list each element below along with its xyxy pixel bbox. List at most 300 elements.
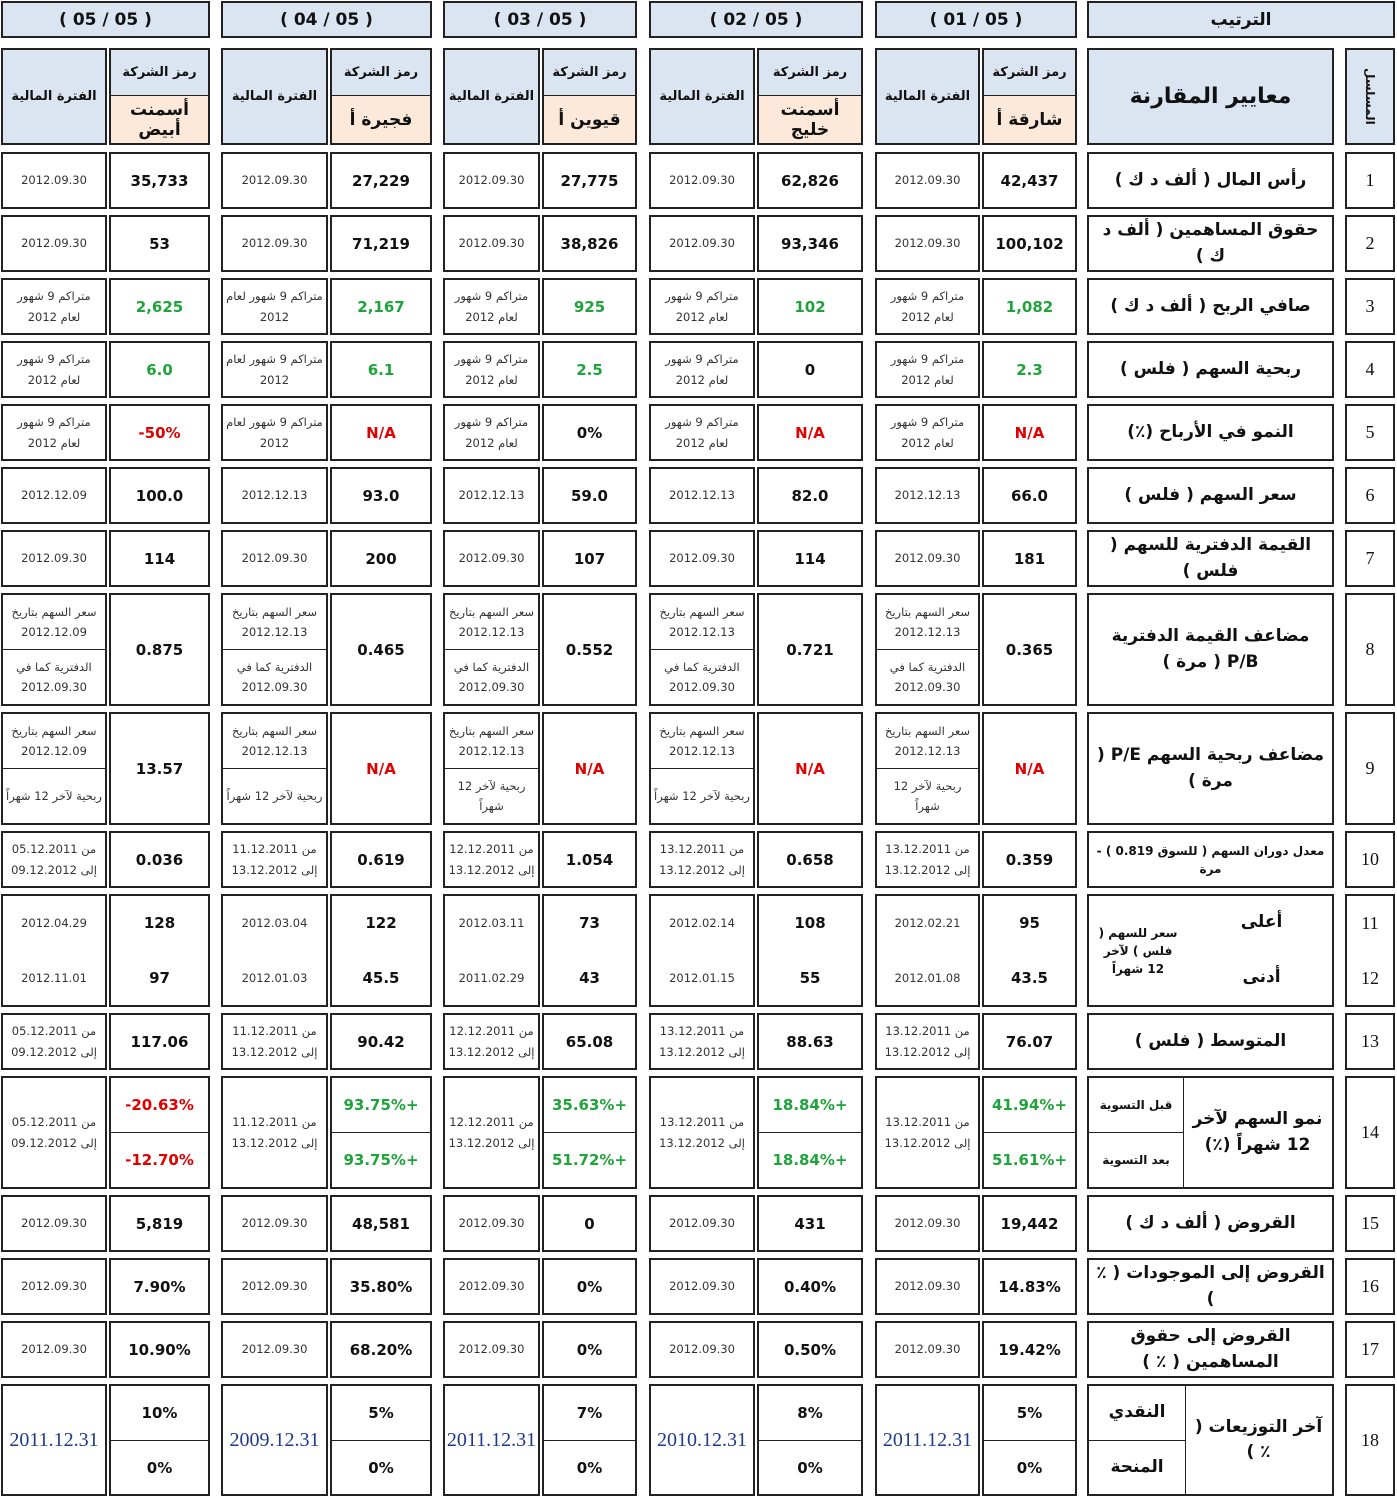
value-r14-after: 51.61%+ [991, 1151, 1068, 1169]
value-r8: 0.721 [786, 640, 834, 659]
period-r18: 2011.12.31 [9, 1428, 99, 1451]
value-r12: 45.5 [362, 969, 400, 987]
value-cell [757, 467, 863, 524]
period-r16: 2012.09.30 [669, 1279, 735, 1294]
value-cell [982, 1321, 1077, 1378]
value-r14-after: -12.70% [125, 1151, 194, 1169]
value-r15: 5,819 [135, 1214, 184, 1233]
company-name: شارقة أ [984, 96, 1075, 143]
criteria-r14-after: بعد التسوية [1102, 1153, 1170, 1167]
cell-divider [1183, 1078, 1184, 1187]
value-cell [757, 1013, 863, 1070]
period-r1: 2012.09.30 [241, 173, 308, 188]
period-r17: 2012.09.30 [669, 1342, 735, 1357]
value-cell [109, 1195, 210, 1252]
period-cell [221, 894, 328, 1007]
value-r1: 62,826 [781, 171, 839, 190]
value-r8: 0.465 [357, 640, 405, 659]
value-cell [109, 593, 210, 706]
value-cell [542, 215, 637, 272]
period-r16: 2012.09.30 [894, 1279, 961, 1294]
period-r17: 2012.09.30 [241, 1342, 308, 1357]
period-r16: 2012.09.30 [241, 1279, 308, 1294]
period-cell [221, 1195, 328, 1252]
symbol-label: رمز الشركة [772, 65, 848, 80]
period-cell [649, 1384, 755, 1496]
period-cell [1, 894, 107, 1007]
company-name: قيوين أ [544, 96, 635, 143]
criteria-cell [1087, 278, 1334, 335]
period-cell [875, 1258, 980, 1315]
value-r11: 128 [143, 914, 176, 932]
period-r3: متراكم 9 شهور لعام 2012 [454, 289, 529, 324]
period-r6: 2012.12.13 [458, 488, 525, 503]
symbol-label: رمز الشركة [343, 65, 419, 80]
seq-number: 11 [1361, 912, 1379, 933]
value-r18-bonus: 0% [368, 1458, 394, 1477]
seq-cell [1345, 831, 1395, 888]
period-header [1, 48, 107, 145]
value-cell [982, 404, 1077, 461]
period-cell [1, 215, 107, 272]
value-cell [757, 1384, 863, 1496]
criteria-r3: صافي الربح ( ألف د ك ) [1110, 295, 1311, 316]
period-r14: من 13.12.2011 إلى 13.12.2012 [659, 1115, 745, 1150]
value-cell [982, 1384, 1077, 1496]
period-cell [875, 1013, 980, 1070]
period-r15: 2012.09.30 [669, 1216, 735, 1231]
value-r16: 0% [576, 1277, 603, 1296]
value-cell [330, 894, 432, 1007]
value-cell [542, 278, 637, 335]
seq-cell [1345, 215, 1395, 272]
period-r7: 2012.09.30 [21, 551, 87, 566]
value-r17: 10.90% [128, 1340, 191, 1359]
value-cell [330, 1076, 432, 1189]
seq-number: 10 [1361, 849, 1379, 869]
value-r14-before: 35.63%+ [551, 1096, 628, 1114]
value-r2: 38,826 [560, 234, 619, 253]
value-cell [330, 1384, 432, 1496]
value-cell [330, 341, 432, 398]
value-r11: 108 [794, 914, 826, 932]
period-cell [221, 712, 328, 825]
period-cell [443, 1258, 540, 1315]
period-r13: من 13.12.2011 إلى 13.12.2012 [659, 1024, 745, 1059]
period-r8-top: سعر السهم بتاريخ 2012.12.13 [231, 604, 318, 639]
period-r11: 2012.04.29 [21, 915, 87, 930]
criteria-cell [1087, 404, 1334, 461]
value-r6: 66.0 [1010, 486, 1048, 505]
seq-cell [1345, 1195, 1395, 1252]
value-r18-bonus: 0% [797, 1458, 823, 1477]
value-r13: 90.42 [357, 1032, 405, 1051]
seq-cell [1345, 530, 1395, 587]
period-r5: متراكم 9 شهور لعام 2012 [890, 415, 965, 450]
period-cell [443, 215, 540, 272]
period-cell [443, 712, 540, 825]
criteria-cell [1087, 1384, 1334, 1496]
criteria-cell [1087, 467, 1334, 524]
period-cell [1, 467, 107, 524]
period-label: الفترة المالية [231, 89, 318, 104]
period-r9-bottom: ربحية لآخر 12 شهراً [893, 778, 962, 813]
criteria-cell [1087, 1013, 1334, 1070]
period-cell [221, 278, 328, 335]
period-cell [875, 278, 980, 335]
period-cell [875, 894, 980, 1007]
value-r18-bonus: 0% [146, 1458, 173, 1477]
period-r9-top: سعر السهم بتاريخ 2012.12.13 [884, 723, 971, 758]
period-r9-bottom: ربحية لآخر 12 شهراً [654, 788, 750, 803]
value-r4: 2.5 [576, 360, 603, 379]
value-cell [109, 1258, 210, 1315]
value-cell [542, 467, 637, 524]
period-cell [649, 467, 755, 524]
period-r5: متراكم 9 شهور لعام 2012 [17, 415, 91, 450]
seq-cell [1345, 894, 1395, 1007]
value-cell [757, 404, 863, 461]
period-r4: متراكم 9 شهور لعام 2012 [665, 352, 739, 387]
period-r10: من 13.12.2011 إلى 13.12.2012 [884, 842, 971, 877]
value-cell [542, 1195, 637, 1252]
period-r11: 2012.03.04 [241, 915, 308, 930]
seq-number: 4 [1365, 359, 1375, 379]
period-r13: من 05.12.2011 إلى 09.12.2012 [11, 1024, 97, 1059]
value-r16: 7.90% [133, 1277, 186, 1296]
seq-cell [1345, 152, 1395, 209]
value-r15: 48,581 [352, 1214, 410, 1233]
value-r8: 0.365 [1005, 640, 1054, 659]
period-cell [221, 215, 328, 272]
value-r5: N/A [1014, 423, 1045, 442]
value-r3: 1,082 [1005, 297, 1054, 316]
value-r7: 114 [143, 549, 176, 568]
period-r12: 2012.01.15 [669, 970, 735, 985]
value-r12: 55 [799, 969, 821, 987]
value-r16: 35.80% [349, 1277, 413, 1296]
period-cell [1, 712, 107, 825]
value-r12: 97 [149, 969, 170, 987]
value-r14-before: -20.63% [125, 1096, 194, 1114]
value-cell [109, 1013, 210, 1070]
period-r8-bottom: الدفترية كما في 2012.09.30 [889, 659, 966, 694]
criteria-r1: رأس المال ( ألف د ك ) [1114, 169, 1307, 190]
value-r1: 35,733 [130, 171, 189, 190]
criteria-r13: المتوسط ( فلس ) [1134, 1030, 1287, 1051]
value-cell [982, 1195, 1077, 1252]
period-r8-top: سعر السهم بتاريخ 2012.12.13 [884, 604, 971, 639]
period-r9-bottom: ربحية لآخر 12 شهراً [457, 778, 526, 813]
value-r18-cash: 5% [368, 1404, 394, 1422]
period-cell [1, 1076, 107, 1189]
criteria-r15: القروض ( ألف د ك ) [1125, 1212, 1296, 1233]
period-cell [443, 341, 540, 398]
value-r14-after: 18.84%+ [772, 1151, 848, 1169]
period-r8-bottom: الدفترية كما في 2012.09.30 [16, 659, 92, 694]
period-cell [875, 404, 980, 461]
rank-value: ( 03 / 05 ) [493, 10, 587, 30]
value-cell [330, 1195, 432, 1252]
criteria-cell [1087, 215, 1334, 272]
period-cell [1, 341, 107, 398]
period-cell [649, 1321, 755, 1378]
period-cell [221, 341, 328, 398]
value-r6: 82.0 [791, 486, 829, 505]
period-cell [443, 1384, 540, 1496]
company-name: أسمنت أبيض [111, 96, 208, 143]
period-cell [649, 593, 755, 706]
value-cell [542, 404, 637, 461]
period-cell [1, 404, 107, 461]
period-r1: 2012.09.30 [21, 173, 87, 188]
value-r17: 68.20% [349, 1340, 413, 1359]
criteria-cell [1087, 894, 1334, 1007]
period-r2: 2012.09.30 [21, 236, 87, 251]
value-cell [330, 152, 432, 209]
period-cell [649, 152, 755, 209]
value-cell [109, 894, 210, 1007]
period-r11: 2012.03.11 [458, 915, 525, 930]
value-r18-cash: 7% [576, 1404, 603, 1422]
seq-number: 17 [1361, 1339, 1379, 1359]
value-r7: 181 [1013, 549, 1046, 568]
period-r2: 2012.09.30 [894, 236, 961, 251]
period-r3: متراكم 9 شهور لعام 2012 [890, 289, 965, 324]
value-r14-before: 18.84%+ [772, 1096, 848, 1114]
period-r13: من 12.12.2011 إلى 13.12.2012 [448, 1024, 535, 1059]
seq-cell [1345, 341, 1395, 398]
criteria-r18-bonus: المنحة [1110, 1456, 1164, 1477]
period-r8-top: سعر السهم بتاريخ 2012.12.13 [448, 604, 535, 639]
value-cell [757, 1076, 863, 1189]
period-cell [443, 1321, 540, 1378]
period-r14: من 05.12.2011 إلى 09.12.2012 [11, 1115, 97, 1150]
period-cell [875, 593, 980, 706]
value-cell [109, 341, 210, 398]
value-cell [757, 341, 863, 398]
value-cell [109, 1076, 210, 1189]
period-r3: متراكم 9 شهور لعام 2012 [226, 289, 323, 324]
period-cell [875, 712, 980, 825]
value-r15: 431 [794, 1214, 826, 1233]
period-r10: من 11.12.2011 إلى 13.12.2012 [231, 842, 318, 877]
value-cell [757, 530, 863, 587]
value-cell [757, 152, 863, 209]
rank-header [1087, 1, 1395, 38]
period-r13: من 13.12.2011 إلى 13.12.2012 [884, 1024, 971, 1059]
value-r10: 1.054 [565, 850, 614, 869]
value-cell [109, 712, 210, 825]
value-cell [982, 593, 1077, 706]
value-cell [982, 831, 1077, 888]
value-r10: 0.036 [135, 850, 184, 869]
value-r4: 2.3 [1016, 360, 1043, 379]
period-r17: 2012.09.30 [458, 1342, 525, 1357]
value-cell [542, 831, 637, 888]
period-cell [649, 1258, 755, 1315]
value-cell [982, 1013, 1077, 1070]
period-r4: متراكم 9 شهور لعام 2012 [17, 352, 91, 387]
criteria-cell [1087, 152, 1334, 209]
period-header [649, 48, 755, 145]
period-r4: متراكم 9 شهور لعام 2012 [226, 352, 323, 387]
symbol-label: رمز الشركة [992, 65, 1067, 80]
period-cell [875, 467, 980, 524]
period-cell [221, 1321, 328, 1378]
company-header [330, 48, 432, 145]
value-r4: 6.0 [146, 360, 173, 379]
rank-cell [1, 1, 210, 38]
period-cell [443, 1076, 540, 1189]
period-cell [1, 831, 107, 888]
value-r11: 73 [579, 914, 600, 932]
criteria-cell [1087, 1321, 1334, 1378]
period-cell [443, 894, 540, 1007]
company-name: فجيرة أ [332, 96, 430, 143]
value-r17: 0% [576, 1340, 603, 1359]
value-r12: 43.5 [1010, 969, 1048, 987]
value-r18-cash: 8% [797, 1404, 823, 1422]
period-r12: 2012.01.03 [241, 970, 308, 985]
criteria-r14-before: قبل التسوية [1099, 1098, 1173, 1112]
period-r4: متراكم 9 شهور لعام 2012 [454, 352, 529, 387]
period-cell [875, 1384, 980, 1496]
period-r15: 2012.09.30 [894, 1216, 961, 1231]
period-r10: من 05.12.2011 إلى 09.12.2012 [11, 842, 97, 877]
period-cell [649, 712, 755, 825]
value-cell [330, 831, 432, 888]
company-header [757, 48, 863, 145]
value-cell [330, 215, 432, 272]
value-cell [109, 404, 210, 461]
symbol-label: رمز الشركة [552, 65, 627, 80]
value-cell [542, 152, 637, 209]
period-cell [875, 1195, 980, 1252]
value-cell [757, 593, 863, 706]
value-r2: 71,219 [352, 234, 410, 253]
period-cell [443, 467, 540, 524]
value-cell [330, 404, 432, 461]
seq-label: المسلسل [1363, 68, 1377, 125]
value-cell [109, 1321, 210, 1378]
period-r18: 2010.12.31 [657, 1428, 747, 1451]
value-r18-cash: 5% [1016, 1404, 1043, 1422]
value-cell [757, 215, 863, 272]
company-header [982, 48, 1077, 145]
value-r18-cash: 10% [141, 1404, 178, 1422]
value-r3: 2,167 [357, 297, 405, 316]
period-r1: 2012.09.30 [458, 173, 525, 188]
value-r14-after: 93.75%+ [343, 1151, 419, 1169]
period-r17: 2012.09.30 [894, 1342, 961, 1357]
value-r13: 76.07 [1005, 1032, 1054, 1051]
company-header [542, 48, 637, 145]
value-cell [982, 467, 1077, 524]
value-cell [982, 215, 1077, 272]
value-cell [982, 894, 1077, 1007]
period-r3: متراكم 9 شهور لعام 2012 [17, 289, 91, 324]
rank-value: ( 05 / 05 ) [59, 10, 152, 30]
period-r15: 2012.09.30 [21, 1216, 87, 1231]
period-cell [649, 1195, 755, 1252]
value-cell [757, 712, 863, 825]
rank-value: ( 01 / 05 ) [929, 10, 1023, 30]
seq-cell [1345, 1321, 1395, 1378]
seq-cell [1345, 404, 1395, 461]
period-r8-top: سعر السهم بتاريخ 2012.12.13 [659, 604, 745, 639]
value-cell [982, 341, 1077, 398]
period-r18: 2011.12.31 [882, 1428, 973, 1451]
value-r7: 107 [573, 549, 606, 568]
period-r10: من 12.12.2011 إلى 13.12.2012 [448, 842, 535, 877]
period-cell [649, 341, 755, 398]
period-header [221, 48, 328, 145]
value-r14-before: 93.75%+ [343, 1096, 419, 1114]
seq-number: 13 [1361, 1031, 1379, 1051]
period-cell [875, 341, 980, 398]
value-r18-bonus: 0% [576, 1458, 603, 1477]
criteria-r5: النمو في الأرباح (٪) [1127, 421, 1294, 442]
period-label: الفترة المالية [448, 89, 535, 104]
seq-cell [1345, 1384, 1395, 1496]
period-cell [443, 1013, 540, 1070]
period-r8-bottom: الدفترية كما في 2012.09.30 [236, 659, 313, 694]
value-cell [757, 831, 863, 888]
period-cell [875, 215, 980, 272]
criteria-cell [1087, 712, 1334, 825]
period-cell [221, 1076, 328, 1189]
seq-header [1345, 48, 1395, 145]
seq-number: 1 [1365, 170, 1375, 190]
period-cell [443, 831, 540, 888]
criteria-r2: حقوق المساهمين ( ألف د ك ) [1102, 220, 1319, 266]
period-label: الفترة المالية [884, 89, 971, 104]
period-cell [875, 831, 980, 888]
period-r6: 2012.12.13 [669, 488, 735, 503]
value-cell [109, 530, 210, 587]
seq-cell [1345, 593, 1395, 706]
seq-number: 7 [1365, 548, 1375, 568]
period-label: الفترة المالية [659, 89, 745, 104]
value-r3: 925 [573, 297, 606, 316]
period-cell [443, 278, 540, 335]
value-r5: -50% [138, 423, 181, 442]
period-r8-bottom: الدفترية كما في 2012.09.30 [664, 659, 740, 694]
period-r1: 2012.09.30 [894, 173, 961, 188]
value-cell [757, 278, 863, 335]
value-r9: N/A [574, 759, 605, 778]
period-r12: 2012.01.08 [894, 970, 961, 985]
company-name: أسمنت خليج [759, 96, 861, 143]
value-cell [542, 341, 637, 398]
period-cell [649, 1076, 755, 1189]
period-cell [221, 1384, 328, 1496]
value-cell [757, 1321, 863, 1378]
period-r9-top: سعر السهم بتاريخ 2012.12.09 [11, 723, 97, 758]
value-cell [109, 278, 210, 335]
value-r12: 43 [579, 969, 600, 987]
cell-divider [1185, 1386, 1186, 1494]
value-r10: 0.658 [786, 850, 834, 869]
seq-number: 8 [1365, 639, 1375, 659]
seq-cell [1345, 712, 1395, 825]
criteria-r4: ربحية السهم ( فلس ) [1119, 358, 1302, 379]
rank-value: ( 02 / 05 ) [709, 10, 803, 30]
seq-number: 2 [1365, 233, 1375, 253]
period-cell [875, 1076, 980, 1189]
value-cell [330, 467, 432, 524]
